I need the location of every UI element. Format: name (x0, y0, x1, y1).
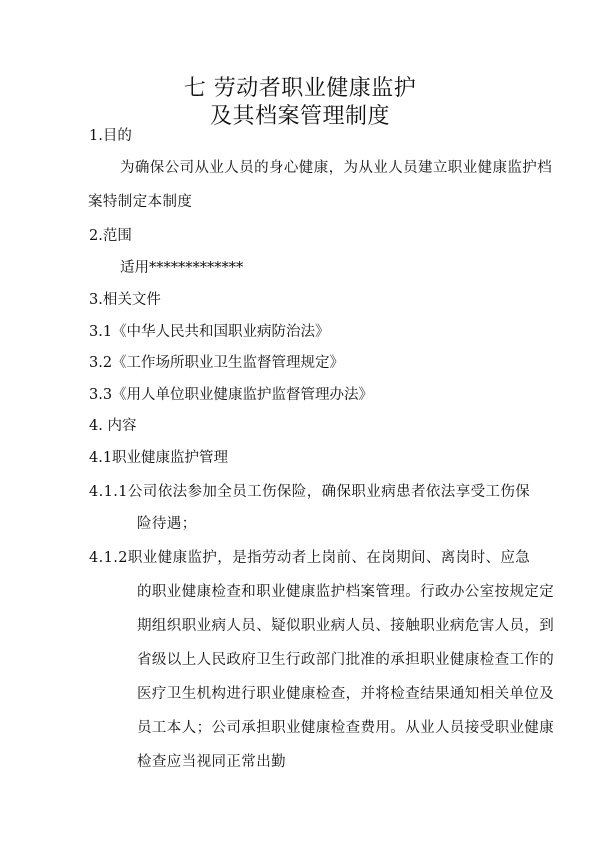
item-4-1-2-line-1: 4.1.2职业健康监护，是指劳动者上岗前、在岗期间、离岗时、应急 (89, 550, 531, 566)
item-4-1-1-line-2: 险待遇； (137, 516, 197, 532)
purpose-text-line-1: 为确保公司从业人员的身心健康，为从业人员建立职业健康监护档 (120, 160, 553, 176)
item-4-1-2-line-7: 检查应当视同正常出勤 (137, 754, 286, 770)
related-doc-2: 3.2《工作场所职业卫生监督管理规定》 (89, 355, 345, 371)
related-doc-1: 3.1《中华人民共和国职业病防治法》 (89, 324, 330, 340)
item-4-1-2-line-6: 员工本人；公司承担职业健康检查费用。从业人员接受职业健康 (137, 720, 555, 736)
purpose-heading: 1.目的 (89, 128, 132, 144)
related-docs-heading: 3.相关文件 (89, 292, 161, 308)
purpose-text-line-2: 案特制定本制度 (88, 194, 193, 210)
scope-heading: 2.范围 (89, 228, 132, 244)
item-4-1-2-line-3: 期组织职业病人员、疑似职业病人员、接触职业病危害人员，到 (137, 618, 555, 634)
item-4-1-1-line-1: 4.1.1公司依法参加全员工伤保险，确保职业病患者依法享受工伤保 (89, 484, 531, 500)
document-title-line-2: 及其档案管理制度 (209, 104, 390, 129)
related-doc-3: 3.3《用人单位职业健康监护监督管理办法》 (89, 387, 374, 403)
item-4-1-2-line-5: 医疗卫生机构进行职业健康检查，并将检查结果通知相关单位及 (137, 686, 555, 702)
item-4-1-2-line-4: 省级以上人民政府卫生行政部门批准的承担职业健康检查工作的 (137, 652, 555, 668)
scope-text: 适用************* (120, 260, 244, 276)
item-4-1-2-line-2: 的职业健康检查和职业健康监护档案管理。行政办公室按规定定 (137, 584, 555, 600)
content-heading: 4. 内容 (89, 418, 137, 434)
document-title-line-1: 七 劳动者职业健康监护 (183, 76, 417, 101)
section-4-1-heading: 4.1职业健康监护管理 (89, 450, 229, 466)
